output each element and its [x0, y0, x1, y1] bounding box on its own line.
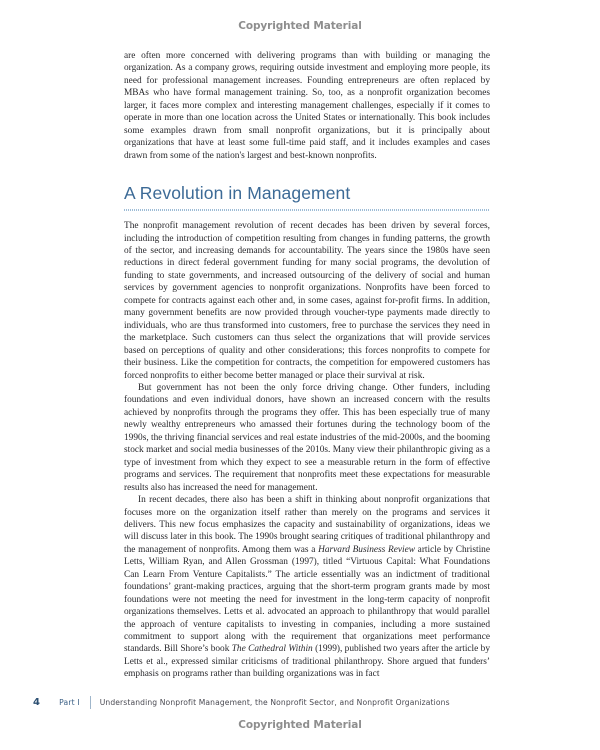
running-foot [33, 696, 450, 709]
section-heading: A Revolution in Management [124, 183, 351, 204]
paragraph-3 [124, 494, 490, 681]
page-text-column [124, 50, 490, 681]
foot-divider [90, 696, 91, 709]
page-number: 4 [33, 697, 41, 708]
paragraph-3-segment-a: In recent decades, there also has been a shift in thinking about nonprofit organizations that focuses more on the organization itself rather than merely on the programs and services it delivers. This new focus emphasizes the capacity and sustainability of organizations, ideas we will discuss later in this book. The 1990s brought searing critiques of traditional philanthropy and the management of nonprofits. Among them was a [124, 495, 490, 555]
section-heading-group [124, 183, 490, 211]
citation-title-the-cathedral-within: The Cathedral Within [231, 644, 313, 655]
copyright-watermark-bottom: Copyrighted Material [238, 719, 362, 731]
paragraph-carryover: are often more concerned with delivering programs than with building or managing the organization. As a company grows, requiring outside investment and employing more people, its need for professional management increases. Founding entrepreneurs are often replaced by MBAs who have formal management training. So, too, as a nonprofit organization becomes larger, it faces more complex and interesting management challenges, especially if it comes to operate in more than one location across the United States or internationally. This book includes some examples drawn from small nonprofit organizations, but it is principally about organizations that have at least some full-time paid staff, and it includes examples and cases drawn from some of the nation's largest and best-known nonprofits. [124, 51, 490, 161]
section-heading-rule [124, 209, 490, 211]
paragraph-2: But government has not been the only force driving change. Other funders, including foundations and even individual donors, have shown an increased concern with the results achieved by nonprofits through the programs they offer. This has been especially true of many newly wealthy entrepreneurs who amassed their fortunes during the technology boom of the 1990s, the thriving financial services and real estate industries of the mid-2000s, and the booming stock market and social media businesses of the 2010s. Many view their philanthropic giving as a type of investment from which they expect to see a measurable return in the form of effective programs and services. The requirement that nonprofits meet these expectations for measurable results also has increased the need for management. [124, 382, 490, 493]
citation-title-harvard-business-review: Harvard Business Review [318, 544, 415, 555]
part-label: Part I [59, 698, 80, 707]
paragraph-1: The nonprofit management revolution of recent decades has been driven by several forces, including the introduction of competition resulting from changes in funding patterns, the growth of the sector, and increasing demands for accountability. The years since the 1980s have seen reductions in direct federal government funding for many social programs, the devolution of funding to state governments, and increased outsourcing of the delivery of social and human services by government agencies to nonprofit organizations. Nonprofits have been forced to compete for contracts against each other and, in some cases, against for-profit firms. In addition, many government benefits are now provided through voucher-type payments made directly to individuals, who are thus transformed into customers, free to purchase the services they need in the marketplace. Such customers can thus select the organizations that will provide services based on perceptions of quality and other considerations; this forces nonprofits to compete for their business. Like the competition for contracts, the competition for empowered customers has forced nonprofits to either become better managed or place their survival at risk. [124, 221, 490, 381]
paragraph-3-segment-b: article by Christine Letts, William Ryan, and Allen Grossman (1997), titled “Virtuous Capital: What Foundations Can Learn From Venture Capitalists.” The article essentially was an indictment of traditional foundations’ grant-making practices, arguing that the short-term program grants made by most foundations were not meeting the need for investment in the long-term capacity of nonprofit organizations themselves. Letts et al. advocated an approach to philanthropy that would parallel the approach of venture capitalists to investing in companies, including a more sustained commitment to support along with the requirement that organizations meet performance standards. Bill Shore’s book [124, 544, 490, 655]
running-title: Understanding Nonprofit Management, the Nonprofit Sector, and Nonprofit Organizations [99, 698, 450, 707]
copyright-watermark-top: Copyrighted Material [238, 20, 362, 32]
paragraph-3-segment-c: (1999), published two years after the article by Letts et al., expressed similar criticisms of traditional philanthropy. Shore argued that funders’ emphasis on programs rather than building organizations was in fact [124, 644, 490, 680]
